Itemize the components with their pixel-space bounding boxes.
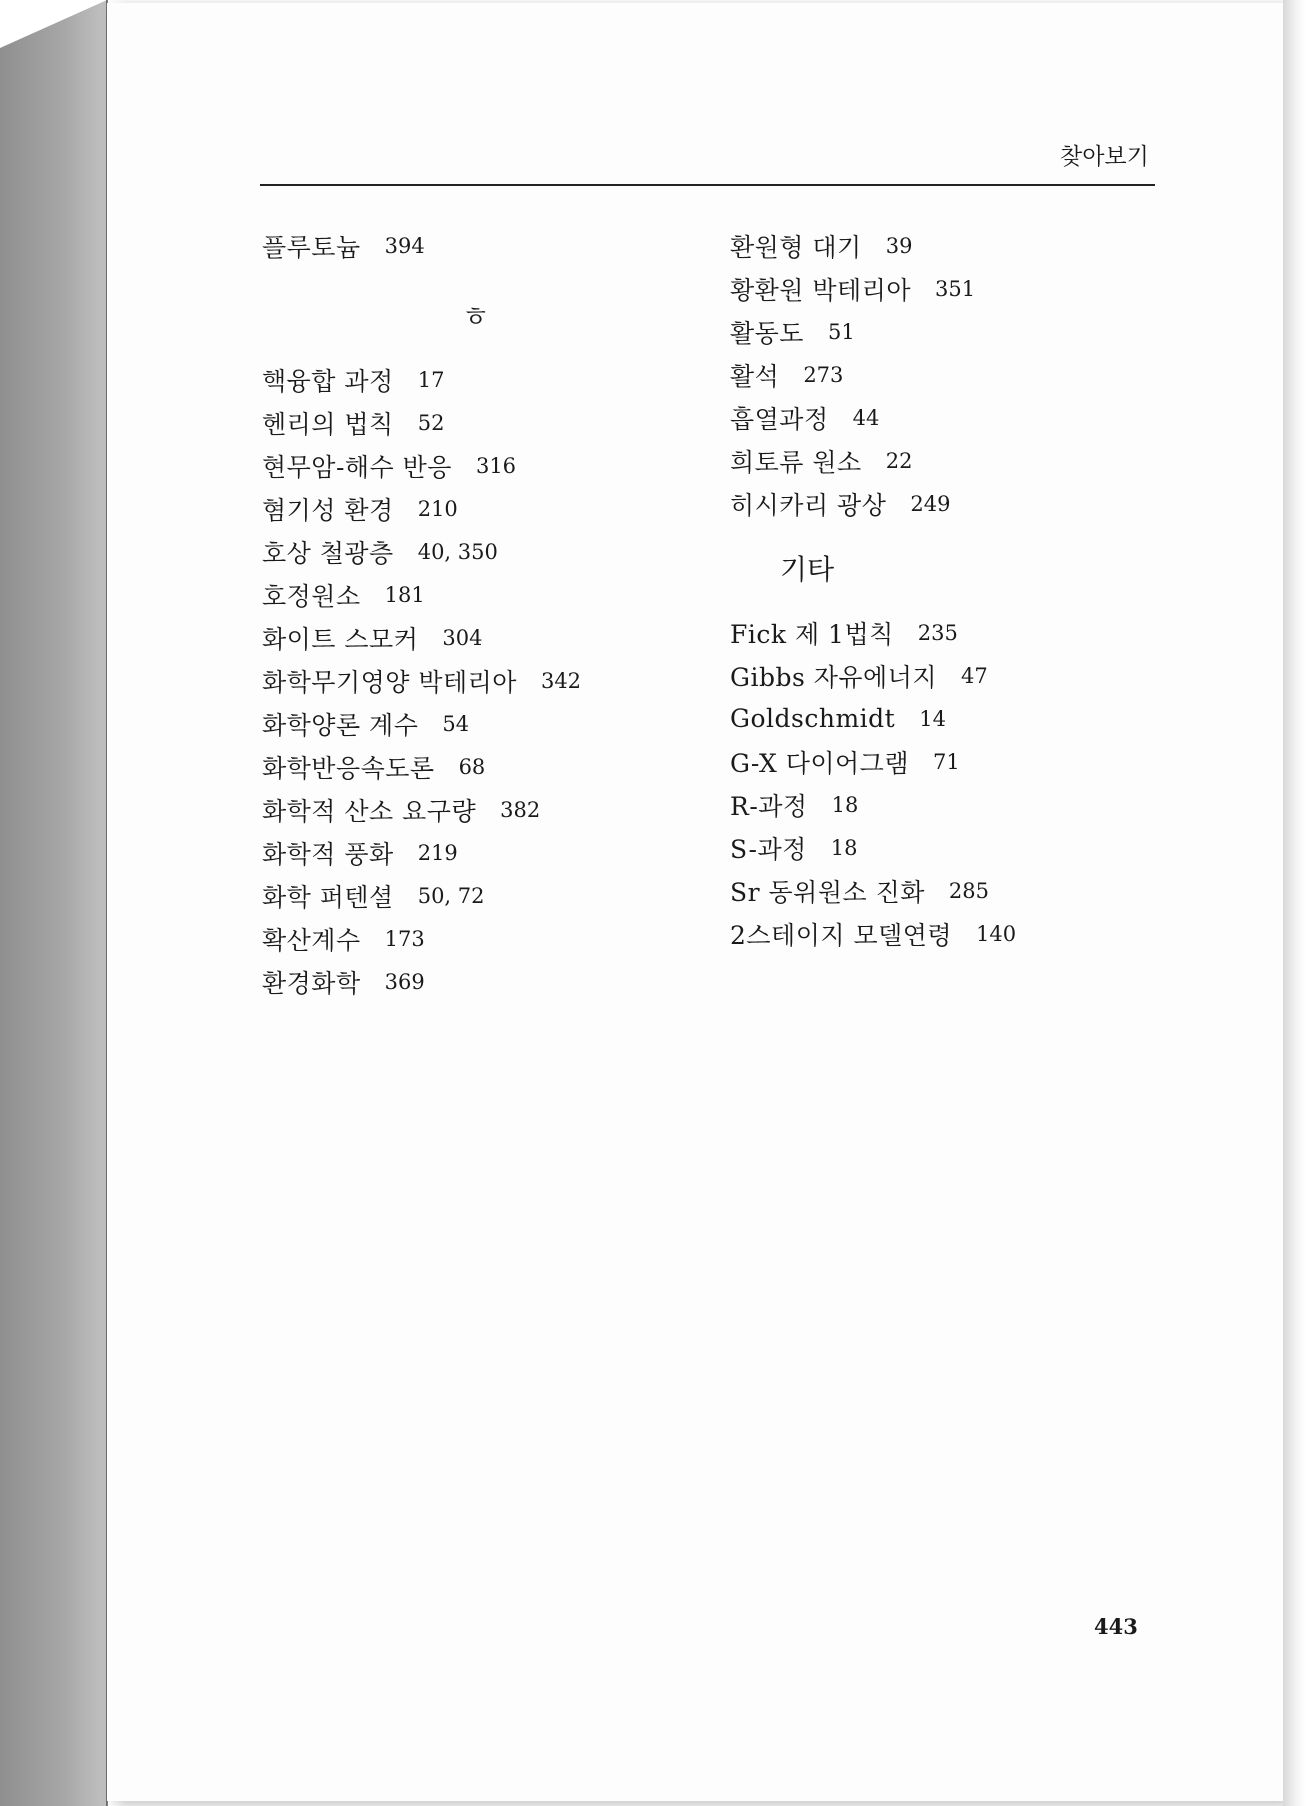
index-page-ref: 17 bbox=[417, 367, 445, 392]
index-term: 활동도 bbox=[730, 318, 804, 348]
index-term: 화학적 풍화 bbox=[262, 839, 394, 869]
index-page-ref: 235 bbox=[917, 620, 958, 645]
index-entry bbox=[262, 487, 692, 530]
index-term: Fick 제 1법칙 bbox=[730, 619, 894, 649]
index-page-ref: 316 bbox=[475, 453, 517, 478]
index-term: 확산계수 bbox=[262, 925, 361, 955]
index-page-ref: 173 bbox=[384, 926, 425, 951]
index-page-ref: 369 bbox=[384, 969, 425, 994]
index-page-ref: 52 bbox=[417, 410, 445, 435]
index-entry bbox=[730, 611, 1160, 654]
index-page-ref: 249 bbox=[910, 491, 951, 516]
index-term: 현무암-해수 반응 bbox=[262, 452, 452, 482]
index-entry bbox=[262, 831, 692, 874]
index-term: Gibbs 자유에너지 bbox=[730, 662, 937, 692]
index-term: Goldschmidt bbox=[730, 704, 896, 733]
index-entry bbox=[262, 530, 692, 573]
index-term: G-X 다이어그램 bbox=[730, 748, 909, 778]
index-page-ref: 22 bbox=[885, 448, 913, 473]
index-entry bbox=[730, 697, 1160, 740]
index-column-right bbox=[730, 224, 1160, 955]
index-page-ref: 285 bbox=[948, 878, 989, 903]
index-entry bbox=[730, 267, 1160, 310]
header-rule bbox=[260, 184, 1155, 186]
index-term: 화학무기영양 박테리아 bbox=[262, 667, 517, 697]
index-term: 화학적 산소 요구량 bbox=[262, 796, 477, 826]
section-heading: 기타 bbox=[780, 553, 835, 586]
index-entry bbox=[262, 616, 692, 659]
index-page-ref: 50, 72 bbox=[417, 883, 485, 908]
index-page-ref: 47 bbox=[961, 663, 988, 688]
index-entry bbox=[730, 482, 1160, 525]
index-entry bbox=[262, 788, 692, 831]
index-entry bbox=[730, 783, 1160, 826]
index-page-ref: 342 bbox=[540, 668, 582, 693]
index-page-ref: 14 bbox=[919, 706, 946, 731]
index-term: 환원형 대기 bbox=[730, 232, 862, 262]
index-term: 핵융합 과정 bbox=[262, 366, 394, 396]
index-term: 화학 퍼텐셜 bbox=[262, 882, 394, 912]
index-entry bbox=[262, 573, 692, 616]
index-page-ref: 394 bbox=[384, 233, 425, 258]
index-term: 화학반응속도론 bbox=[262, 753, 435, 783]
index-term: 희토류 원소 bbox=[730, 447, 862, 477]
index-term: 히시카리 광상 bbox=[730, 490, 887, 520]
index-entry bbox=[262, 917, 692, 960]
index-entry bbox=[262, 224, 692, 267]
index-page-ref: 40, 350 bbox=[417, 539, 498, 564]
index-entry bbox=[262, 874, 692, 917]
index-page-ref: 273 bbox=[803, 362, 844, 387]
index-entry bbox=[730, 654, 1160, 697]
index-term: 플루토늄 bbox=[262, 232, 361, 262]
index-term: 2스테이지 모델연령 bbox=[730, 920, 953, 950]
index-page-ref: 71 bbox=[933, 749, 960, 774]
index-entry bbox=[262, 444, 692, 487]
index-page-ref: 54 bbox=[442, 711, 470, 736]
index-page-ref: 39 bbox=[885, 233, 913, 258]
index-term: 흡열과정 bbox=[730, 404, 829, 434]
index-entry bbox=[262, 659, 692, 702]
index-column-left bbox=[262, 224, 692, 1003]
index-page-ref: 140 bbox=[976, 921, 1017, 946]
index-entry bbox=[730, 224, 1160, 267]
index-entry bbox=[730, 439, 1160, 482]
index-entry bbox=[730, 869, 1160, 912]
index-page-ref: 44 bbox=[852, 405, 880, 430]
index-entry bbox=[262, 401, 692, 444]
index-term: 화학양론 계수 bbox=[262, 710, 419, 740]
index-entry bbox=[730, 310, 1160, 353]
index-term: 화이트 스모커 bbox=[262, 624, 419, 654]
index-entry bbox=[262, 745, 692, 788]
index-page-ref: 68 bbox=[458, 754, 486, 779]
index-term: 헨리의 법칙 bbox=[262, 409, 394, 439]
index-page-ref: 304 bbox=[442, 625, 483, 650]
running-head: 찾아보기 bbox=[1060, 144, 1149, 170]
page-right-edge bbox=[1283, 0, 1306, 1806]
page-number: 443 bbox=[1094, 1614, 1138, 1639]
index-term: Sr 동위원소 진화 bbox=[730, 877, 925, 907]
index-term: S-과정 bbox=[730, 834, 807, 864]
index-entry bbox=[730, 826, 1160, 869]
index-entry bbox=[262, 358, 692, 401]
index-page-ref: 51 bbox=[827, 319, 855, 344]
index-term: 환경화학 bbox=[262, 968, 361, 998]
index-term: R-과정 bbox=[730, 791, 808, 821]
index-page-ref: 181 bbox=[384, 582, 425, 607]
index-entry bbox=[730, 912, 1160, 955]
index-page-ref: 382 bbox=[500, 797, 541, 822]
index-entry bbox=[262, 702, 692, 745]
index-entry bbox=[730, 396, 1160, 439]
index-page-ref: 18 bbox=[831, 792, 859, 817]
index-page-ref: 351 bbox=[935, 276, 976, 301]
index-page-ref: 219 bbox=[417, 840, 458, 865]
index-term: 호상 철광층 bbox=[262, 538, 394, 568]
index-term: 황환원 박테리아 bbox=[730, 275, 911, 305]
section-heading: ㅎ bbox=[462, 300, 490, 333]
index-term: 활석 bbox=[730, 361, 780, 391]
index-entry bbox=[262, 960, 692, 1003]
index-entry bbox=[730, 353, 1160, 396]
index-entry bbox=[730, 740, 1160, 783]
index-term: 호정원소 bbox=[262, 581, 361, 611]
index-page-ref: 210 bbox=[417, 496, 458, 521]
index-term: 혐기성 환경 bbox=[262, 495, 394, 525]
index-page-ref: 18 bbox=[830, 835, 858, 860]
